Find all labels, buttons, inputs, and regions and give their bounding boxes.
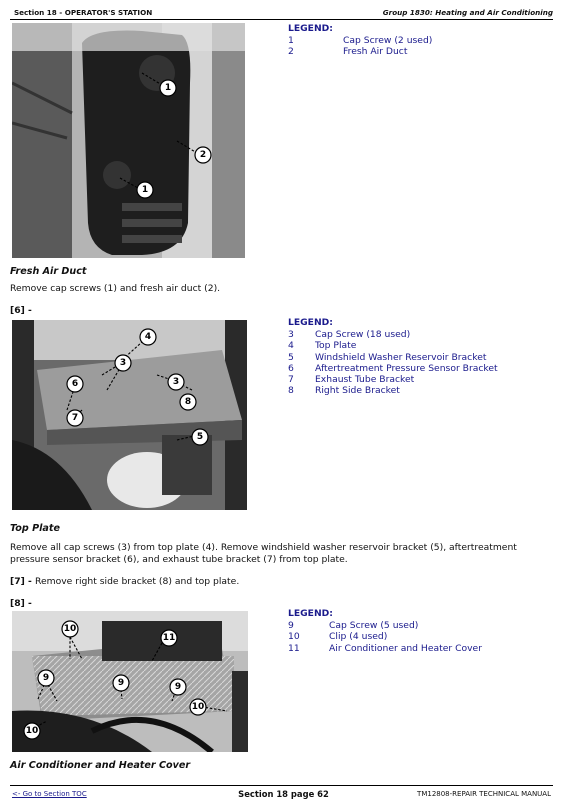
top-plate-photo	[12, 320, 247, 510]
legend-title: LEGEND:	[288, 317, 333, 328]
legend-title: LEGEND:	[288, 608, 333, 619]
svg-text:3: 3	[119, 358, 127, 368]
svg-text:10: 10	[63, 624, 77, 634]
fresh-air-duct-photo	[12, 23, 245, 258]
svg-text:2: 2	[199, 150, 207, 160]
ac-heater-cover-photo	[12, 611, 248, 752]
legend-fig1	[288, 23, 548, 58]
callout-6	[67, 376, 83, 392]
svg-text:1: 1	[164, 83, 172, 93]
section-title: Section 18 - OPERATOR'S STATION	[14, 8, 153, 17]
legend-item: 9 Cap Screw (5 used)	[288, 620, 419, 631]
legend-item: 6 Aftertreatment Pressure Sensor Bracket	[288, 362, 498, 374]
page-number: Section 18 page 62	[238, 789, 329, 799]
svg-text:8: 8	[184, 397, 192, 407]
page-header	[10, 0, 553, 20]
legend-fig3	[288, 608, 558, 654]
svg-text:9: 9	[42, 673, 50, 683]
callout-8	[180, 394, 196, 410]
legend-fig2	[288, 317, 558, 397]
legend-title: LEGEND:	[288, 23, 333, 34]
step-7: [7] - Remove right side bracket (8) and top plate.	[10, 576, 240, 587]
instruction-text: Remove cap screws (1) and fresh air duct (2).	[10, 283, 221, 294]
svg-text:11: 11	[162, 633, 176, 643]
callout-7	[67, 410, 83, 426]
legend-item: 1 Cap Screw (2 used)	[288, 35, 433, 46]
figure-caption: Fresh Air Duct	[10, 266, 87, 277]
callout-1b	[137, 182, 153, 198]
svg-text:9: 9	[117, 678, 125, 688]
legend-item: 10 Clip (4 used)	[288, 631, 388, 643]
legend-item: 11 Air Conditioner and Heater Cover	[288, 642, 482, 654]
step-label: [6] -	[10, 305, 32, 316]
callout-5	[192, 429, 208, 445]
legend-item: 7 Exhaust Tube Bracket	[288, 374, 415, 386]
callout-9b	[113, 675, 129, 691]
callout-10b	[190, 699, 206, 715]
svg-text:6: 6	[71, 379, 79, 389]
legend-item: 8 Right Side Bracket	[288, 385, 400, 397]
instruction-text: Remove all cap screws (3) from top plate (4). Remove windshield washer reservoir bracket (5), aftertreatment pressure sensor bracket (6), and exhaust tube bracket (7) from top plate.	[10, 542, 517, 565]
figure-caption: Air Conditioner and Heater Cover	[10, 760, 191, 771]
legend-item: 2 Fresh Air Duct	[288, 46, 408, 58]
svg-text:10: 10	[191, 702, 205, 712]
manual-title: TM12808-REPAIR TECHNICAL MANUAL	[417, 790, 551, 798]
svg-text:3: 3	[172, 377, 180, 387]
step-7-text: Remove right side bracket (8) and top plate.	[35, 576, 240, 587]
svg-text:10: 10	[25, 726, 39, 736]
svg-text:9: 9	[174, 682, 182, 692]
legend-item: 3 Cap Screw (18 used)	[288, 329, 411, 340]
legend-item: 4 Top Plate	[288, 340, 357, 352]
svg-text:1: 1	[141, 185, 149, 195]
callout-3a	[115, 355, 131, 371]
step-label: [8] -	[10, 598, 32, 609]
callout-9c	[170, 679, 186, 695]
group-title: Group 1830: Heating and Air Conditioning	[382, 8, 553, 17]
figure-caption: Top Plate	[10, 523, 60, 534]
callout-10a	[62, 621, 78, 637]
callout-9a	[38, 670, 54, 686]
callout-3b	[168, 374, 184, 390]
go-to-section-toc-link[interactable]: <- Go to Section TOC	[12, 790, 87, 798]
callout-11	[161, 630, 177, 646]
callout-2	[195, 147, 211, 163]
callout-1a	[160, 80, 176, 96]
callout-4	[140, 329, 156, 345]
svg-text:5: 5	[196, 432, 204, 442]
footer-rule	[10, 785, 553, 786]
callout-10c	[24, 723, 40, 739]
svg-text:4: 4	[144, 332, 152, 342]
svg-text:7: 7	[71, 413, 79, 423]
legend-item: 5 Windshield Washer Reservoir Bracket	[288, 351, 487, 363]
